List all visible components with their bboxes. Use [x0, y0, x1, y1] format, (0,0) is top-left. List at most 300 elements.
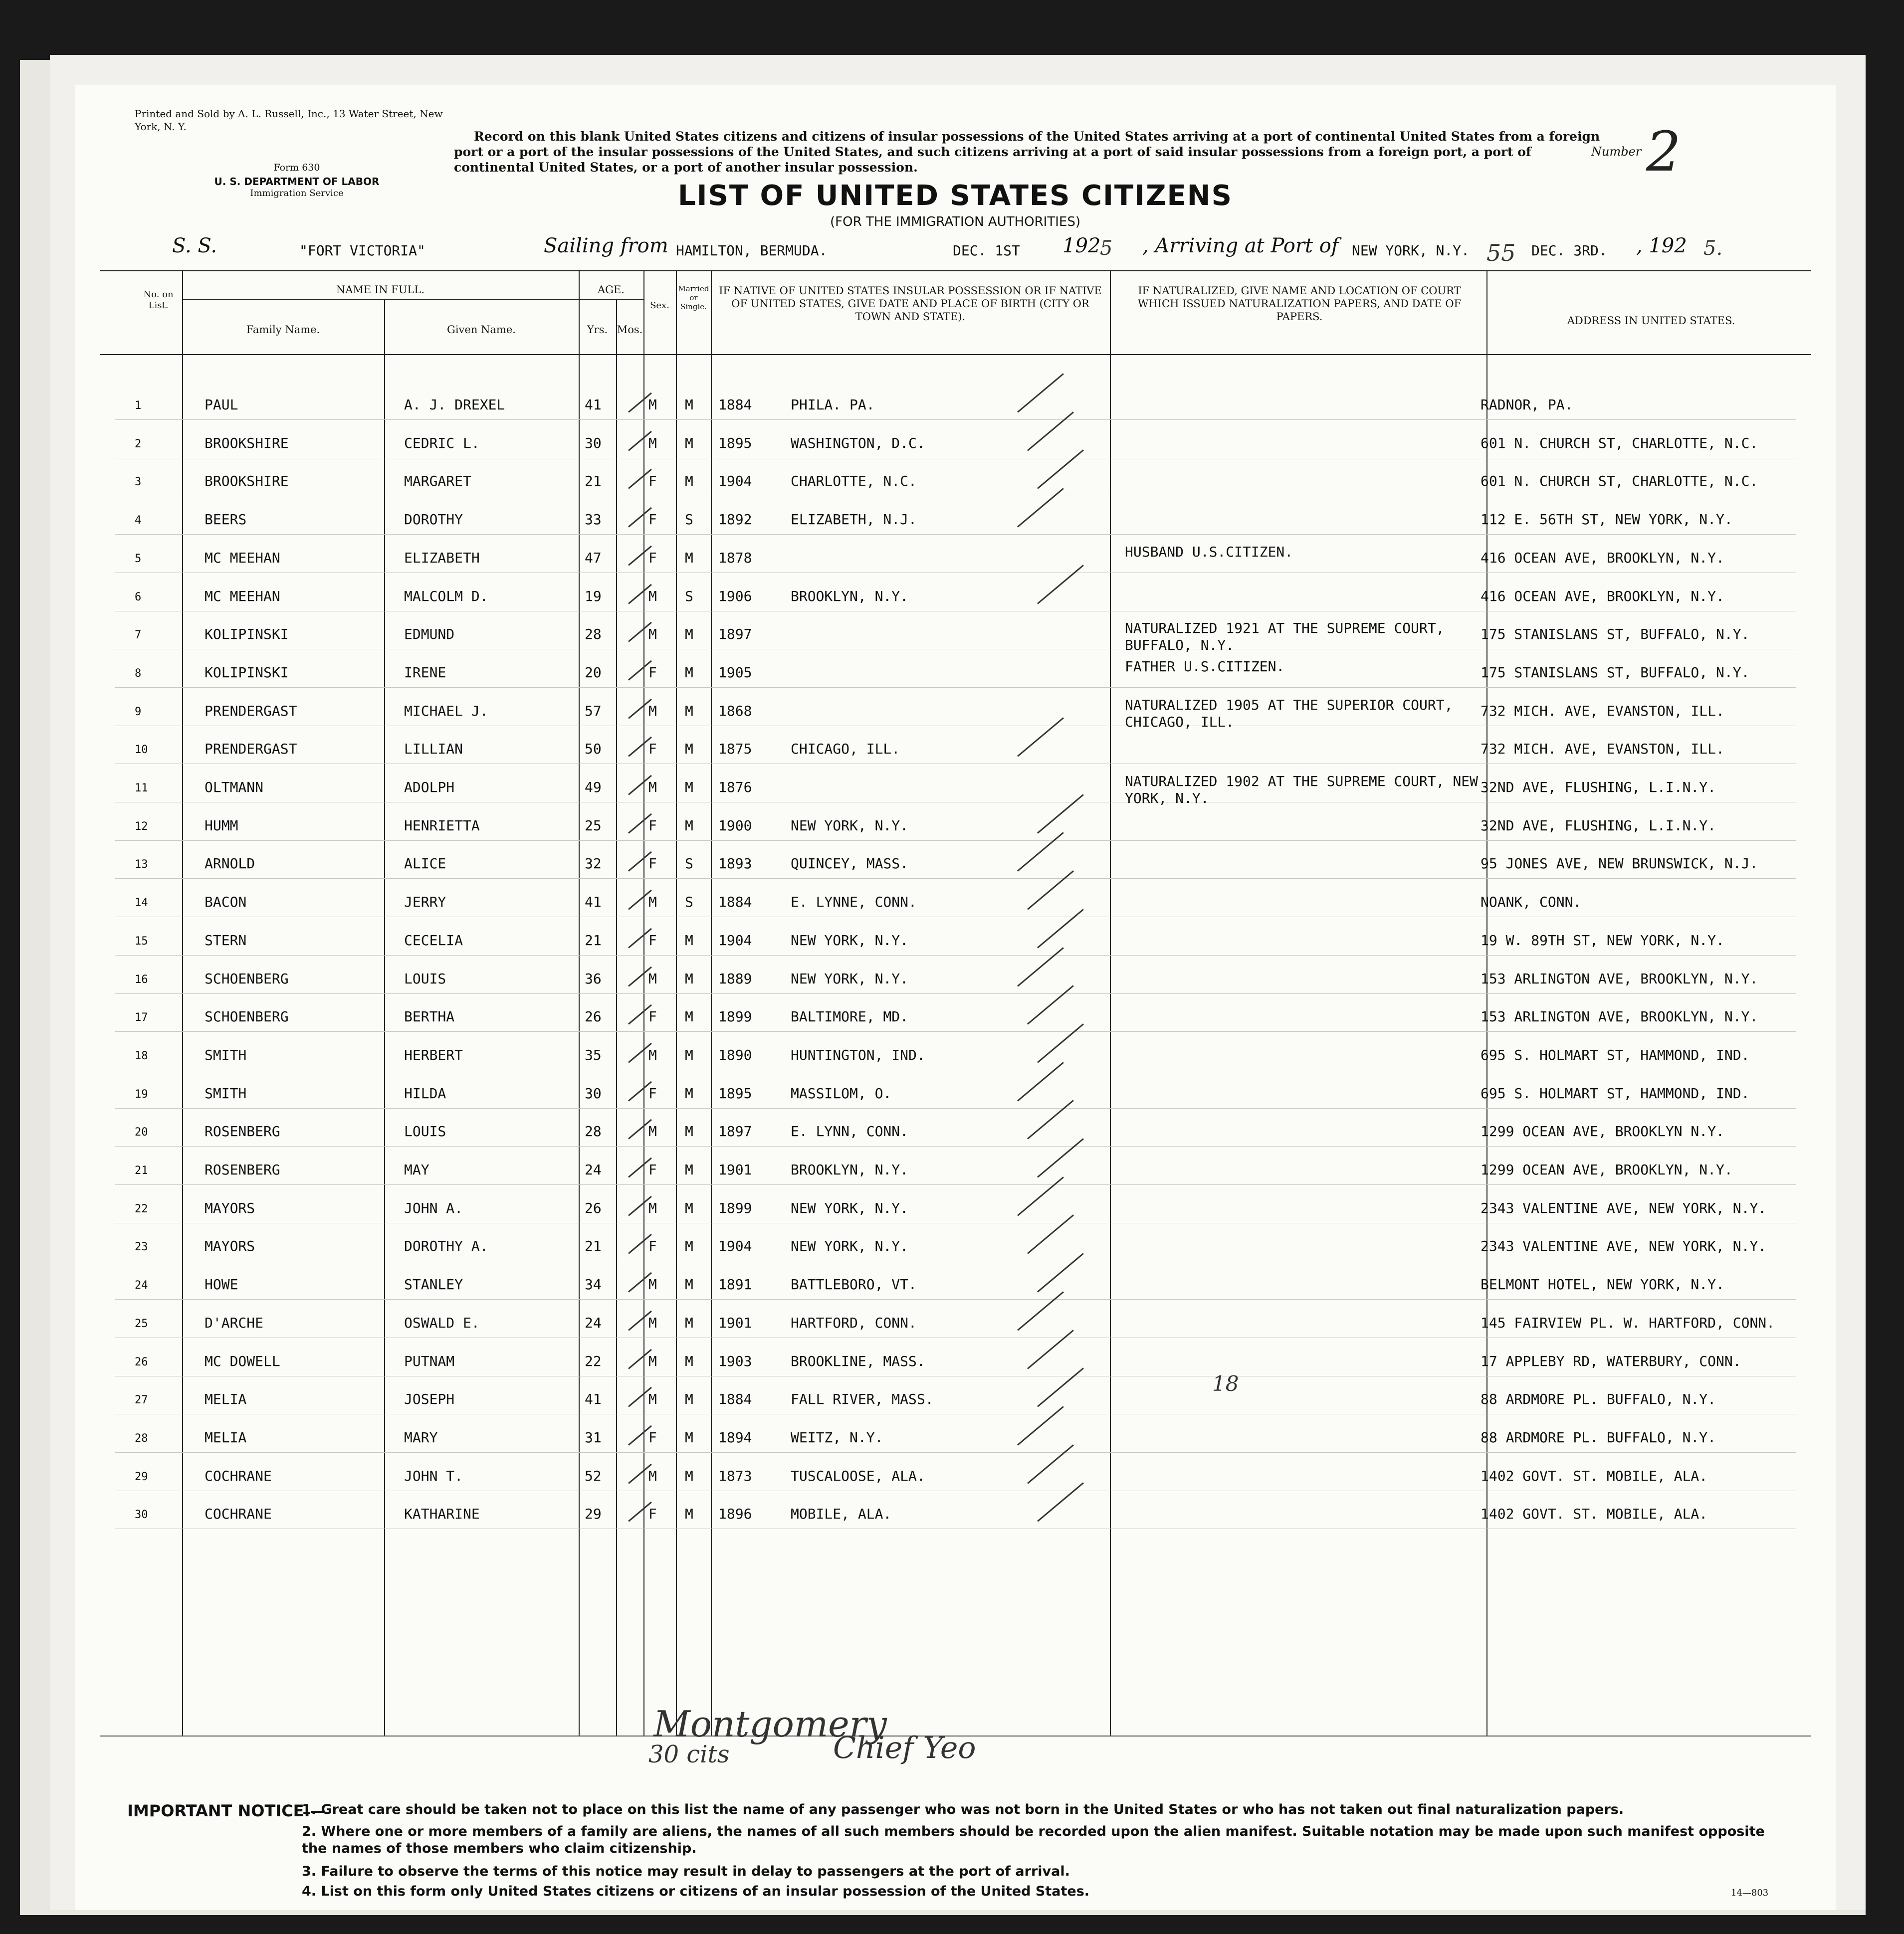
departure-date: DEC. 1ST	[953, 242, 1020, 259]
birth-place: MOBILE, ALA.	[791, 1506, 892, 1522]
age-years: 41	[585, 894, 602, 910]
check-mark	[1037, 794, 1084, 833]
row-number: 23	[135, 1241, 148, 1253]
age-years: 26	[585, 1008, 602, 1025]
row-rule	[115, 419, 1796, 420]
check-mark	[1037, 1023, 1084, 1063]
address: 1402 GOVT. ST. MOBILE, ALA.	[1481, 1506, 1708, 1522]
col-rule	[1110, 270, 1111, 1736]
col-family: Family Name.	[246, 324, 320, 336]
address: 17 APPLEBY RD, WATERBURY, CONN.	[1481, 1353, 1741, 1369]
family-name: COCHRANE	[205, 1506, 272, 1522]
age-years: 30	[585, 1085, 602, 1102]
birth-year: 1904	[718, 932, 752, 949]
check-mark	[1037, 1253, 1084, 1292]
sex: M	[648, 703, 657, 719]
age-years: 41	[585, 1391, 602, 1407]
row-number: 1	[135, 399, 142, 412]
sex: F	[648, 1238, 657, 1254]
address: NOANK, CONN.	[1481, 894, 1582, 910]
row-number: 17	[135, 1011, 148, 1024]
marital-status: M	[685, 703, 693, 719]
naturalization-info: HUSBAND U.S.CITIZEN.	[1125, 544, 1293, 560]
birth-place: E. LYNNE, CONN.	[791, 894, 917, 910]
marital-status: M	[685, 817, 693, 834]
sex: F	[648, 511, 657, 528]
check-mark	[1027, 1444, 1074, 1484]
family-name: COCHRANE	[205, 1468, 272, 1484]
row-number: 2	[135, 438, 142, 450]
col-married: Married or Single.	[678, 284, 709, 311]
sex: M	[648, 1315, 657, 1331]
row-number: 25	[135, 1318, 148, 1330]
family-name: MC MEEHAN	[205, 550, 280, 566]
given-name: STANLEY	[404, 1276, 463, 1293]
family-name: MC MEEHAN	[205, 588, 280, 604]
col-rule	[182, 270, 183, 1736]
family-name: MELIA	[205, 1391, 247, 1407]
family-name: KOLIPINSKI	[205, 626, 289, 642]
row-number: 3	[135, 476, 142, 488]
check-mark	[1017, 832, 1064, 871]
birth-year: 1897	[718, 626, 752, 642]
ss-label: S. S.	[172, 234, 217, 257]
age-years: 47	[585, 550, 602, 566]
row-rule	[115, 840, 1796, 841]
row-rule	[115, 1299, 1796, 1300]
marital-status: M	[685, 550, 693, 566]
row-number: 14	[135, 897, 148, 909]
given-name: MARY	[404, 1429, 438, 1446]
age-years: 30	[585, 435, 602, 451]
age-years: 21	[585, 473, 602, 489]
birth-year: 1884	[718, 1391, 752, 1407]
family-name: BROOKSHIRE	[205, 473, 289, 489]
row-number: 30	[135, 1509, 148, 1521]
given-name: PUTNAM	[404, 1353, 455, 1369]
marital-status: M	[685, 1429, 693, 1446]
address: 2343 VALENTINE AVE, NEW YORK, N.Y.	[1481, 1200, 1767, 1216]
age-years: 25	[585, 817, 602, 834]
marital-status: M	[685, 435, 693, 451]
naturalization-info: NATURALIZED 1905 AT THE SUPERIOR COURT, CHICAGO, ILL.	[1125, 697, 1453, 730]
sex: M	[648, 779, 657, 795]
birth-place: QUINCEY, MASS.	[791, 855, 909, 872]
address: 1299 OCEAN AVE, BROOKLYN, N.Y.	[1481, 1161, 1733, 1178]
departure-year: 192	[1062, 234, 1101, 257]
col-rule	[579, 270, 580, 1736]
marital-status: M	[685, 1123, 693, 1140]
signature-title: Chief Yeo	[833, 1731, 976, 1765]
age-years: 32	[585, 855, 602, 872]
age-years: 31	[585, 1429, 602, 1446]
row-number: 21	[135, 1164, 148, 1177]
given-name: JOHN A.	[404, 1200, 463, 1216]
family-name: SMITH	[205, 1047, 247, 1063]
birth-place: NEW YORK, N.Y.	[791, 1200, 909, 1216]
row-number: 29	[135, 1471, 148, 1483]
marital-status: M	[685, 1238, 693, 1254]
age-years: 20	[585, 664, 602, 681]
address: 1299 OCEAN AVE, BROOKLYN N.Y.	[1481, 1123, 1724, 1140]
address: 416 OCEAN AVE, BROOKLYN, N.Y.	[1481, 588, 1724, 604]
given-name: IRENE	[404, 664, 446, 681]
given-name: LOUIS	[404, 970, 446, 987]
family-name: ROSENBERG	[205, 1161, 280, 1178]
age-years: 21	[585, 1238, 602, 1254]
arrival-year-hw: 5.	[1703, 237, 1723, 260]
row-number: 8	[135, 667, 142, 680]
sex: M	[648, 435, 657, 451]
record-instructions: Record on this blank United States citizens and citizens of insular possessions of the United States arriving at a port of continental United States from a foreign port or a port of the insular possessions of the United States, and such citizens arriving at a port of said insular possessions from a foreign port, a port of continental United States, or a port of another insular possession.	[454, 129, 1600, 175]
printer-line: Printed and Sold by A. L. Russell, Inc., 13 Water Street, New York, N. Y.	[135, 108, 443, 133]
row-number: 19	[135, 1088, 148, 1101]
number-label: Number	[1591, 145, 1642, 159]
given-name: JOSEPH	[404, 1391, 455, 1407]
address: 175 STANISLANS ST, BUFFALO, N.Y.	[1481, 626, 1750, 642]
birth-year: 1893	[718, 855, 752, 872]
age-years: 29	[585, 1506, 602, 1522]
address: RADNOR, PA.	[1481, 396, 1573, 413]
birth-year: 1890	[718, 1047, 752, 1063]
row-rule	[115, 1031, 1796, 1032]
family-name: PRENDERGAST	[205, 703, 297, 719]
notice-item-3: 3. Failure to observe the terms of this notice may result in delay to passengers at the port of arrival.	[302, 1864, 1070, 1879]
given-name: KATHARINE	[404, 1506, 480, 1522]
given-name: DOROTHY	[404, 511, 463, 528]
given-name: CEDRIC L.	[404, 435, 480, 451]
address: 601 N. CHURCH ST, CHARLOTTE, N.C.	[1481, 473, 1758, 489]
count-annotation: 30 cits	[648, 1741, 730, 1768]
address: 2343 VALENTINE AVE, NEW YORK, N.Y.	[1481, 1238, 1767, 1254]
age-years: 33	[585, 511, 602, 528]
age-years: 21	[585, 932, 602, 949]
sex: M	[648, 1353, 657, 1369]
handwritten-18: 18	[1212, 1371, 1239, 1396]
age-years: 52	[585, 1468, 602, 1484]
marital-status: M	[685, 1008, 693, 1025]
marital-status: M	[685, 932, 693, 949]
check-mark	[1017, 1062, 1064, 1101]
manifest-page	[75, 85, 1836, 1910]
age-years: 24	[585, 1315, 602, 1331]
address: 153 ARLINGTON AVE, BROOKLYN, N.Y.	[1481, 970, 1758, 987]
address: 601 N. CHURCH ST, CHARLOTTE, N.C.	[1481, 435, 1758, 451]
check-mark	[1037, 909, 1084, 948]
col-mos: Mos.	[617, 324, 643, 336]
family-name: D'ARCHE	[205, 1315, 264, 1331]
birth-place: TUSCALOOSE, ALA.	[791, 1468, 925, 1484]
birth-year: 1895	[718, 435, 752, 451]
birth-place: BROOKLYN, N.Y.	[791, 1161, 909, 1178]
marital-status: M	[685, 1085, 693, 1102]
sex: M	[648, 1391, 657, 1407]
page-title: LIST OF UNITED STATES CITIZENS	[678, 180, 1233, 212]
family-name: BROOKSHIRE	[205, 435, 289, 451]
given-name: ELIZABETH	[404, 550, 480, 566]
given-name: HENRIETTA	[404, 817, 480, 834]
sex: F	[648, 1506, 657, 1522]
sex: F	[648, 664, 657, 681]
sex: M	[648, 1047, 657, 1063]
check-mark	[1037, 565, 1084, 604]
address: 88 ARDMORE PL. BUFFALO, N.Y.	[1481, 1429, 1716, 1446]
age-years: 22	[585, 1353, 602, 1369]
given-name: HERBERT	[404, 1047, 463, 1063]
signature: Montgomery	[653, 1703, 887, 1745]
sex: F	[648, 1085, 657, 1102]
given-name: OSWALD E.	[404, 1315, 480, 1331]
check-mark	[1037, 1482, 1084, 1522]
given-name: MAY	[404, 1161, 429, 1178]
notice-item-2: 2. Where one or more members of a family are aliens, the names of all such members should be recorded upon the alien manifest. Suitable notation may be made upon such manifest opposite the names of those members who claim citizenship.	[302, 1824, 1765, 1856]
row-rule	[115, 1452, 1796, 1453]
age-years: 24	[585, 1161, 602, 1178]
col-rule	[676, 270, 677, 1736]
sex: F	[648, 741, 657, 757]
sex: M	[648, 588, 657, 604]
marital-status: M	[685, 1353, 693, 1369]
col-address: ADDRESS IN UNITED STATES.	[1567, 315, 1735, 327]
sex: M	[648, 626, 657, 642]
age-years: 19	[585, 588, 602, 604]
family-name: HUMM	[205, 817, 238, 834]
form-number: Form 630	[273, 162, 320, 173]
marital-status: M	[685, 1506, 693, 1522]
row-number: 16	[135, 973, 148, 986]
family-name: MAYORS	[205, 1200, 255, 1216]
number-value: 2	[1646, 120, 1681, 184]
col-given: Given Name.	[447, 324, 516, 336]
notice-item-1: 1. Great care should be taken not to place on this list the name of any passenger who was not born in the United States or who has not taken out final naturalization papers.	[302, 1802, 1624, 1817]
address: 1402 GOVT. ST. MOBILE, ALA.	[1481, 1468, 1708, 1484]
check-mark	[1027, 1214, 1074, 1254]
footer-code: 14—803	[1731, 1888, 1769, 1898]
check-mark	[1017, 947, 1064, 986]
age-years: 57	[585, 703, 602, 719]
given-name: LOUIS	[404, 1123, 446, 1140]
row-number: 5	[135, 553, 142, 565]
birth-place: BALTIMORE, MD.	[791, 1008, 909, 1025]
col-rule	[711, 270, 712, 1736]
age-years: 28	[585, 626, 602, 642]
row-rule	[115, 878, 1796, 879]
given-name: JERRY	[404, 894, 446, 910]
birth-place: NEW YORK, N.Y.	[791, 932, 909, 949]
address: 32ND AVE, FLUSHING, L.I.N.Y.	[1481, 779, 1716, 795]
family-name: SCHOENBERG	[205, 1008, 289, 1025]
birth-year: 1904	[718, 1238, 752, 1254]
sex: M	[648, 396, 657, 413]
marital-status: M	[685, 779, 693, 795]
naturalization-info: NATURALIZED 1921 AT THE SUPREME COURT, BUFFALO, N.Y.	[1125, 620, 1445, 653]
birth-year: 1873	[718, 1468, 752, 1484]
birth-year: 1889	[718, 970, 752, 987]
address: 19 W. 89TH ST, NEW YORK, N.Y.	[1481, 932, 1724, 949]
sex: M	[648, 1123, 657, 1140]
address: 695 S. HOLMART ST, HAMMOND, IND.	[1481, 1085, 1750, 1102]
birth-year: 1904	[718, 473, 752, 489]
row-number: 11	[135, 782, 148, 794]
check-mark	[1037, 1367, 1084, 1407]
row-number: 6	[135, 591, 142, 603]
row-number: 24	[135, 1279, 148, 1292]
family-name: KOLIPINSKI	[205, 664, 289, 681]
birth-year: 1876	[718, 779, 752, 795]
department: U. S. DEPARTMENT OF LABOR	[214, 176, 380, 188]
age-years: 28	[585, 1123, 602, 1140]
col-rule	[384, 299, 385, 1736]
ship-name: "FORT VICTORIA"	[299, 242, 425, 259]
row-number: 18	[135, 1050, 148, 1062]
check-mark	[1027, 411, 1074, 451]
row-number: 20	[135, 1126, 148, 1139]
table-top-rule	[100, 270, 1811, 271]
birth-place: CHICAGO, ILL.	[791, 741, 900, 757]
col-age: AGE.	[598, 284, 625, 296]
check-mark	[1017, 1291, 1064, 1331]
birth-year: 1899	[718, 1008, 752, 1025]
sailing-label: Sailing from	[544, 234, 668, 257]
age-years: 49	[585, 779, 602, 795]
row-number: 4	[135, 514, 142, 527]
marital-status: S	[685, 894, 693, 910]
check-mark	[1037, 1138, 1084, 1177]
row-rule	[115, 993, 1796, 994]
row-number: 28	[135, 1432, 148, 1445]
age-years: 41	[585, 396, 602, 413]
family-name: ROSENBERG	[205, 1123, 280, 1140]
sex: F	[648, 855, 657, 872]
family-name: SMITH	[205, 1085, 247, 1102]
age-years: 35	[585, 1047, 602, 1063]
col-no: No. on List.	[143, 289, 174, 311]
address: 88 ARDMORE PL. BUFFALO, N.Y.	[1481, 1391, 1716, 1407]
row-rule	[115, 1146, 1796, 1147]
col-name-in-full: NAME IN FULL.	[336, 284, 425, 296]
marital-status: M	[685, 1161, 693, 1178]
marital-status: M	[685, 1391, 693, 1407]
col-rule	[616, 299, 617, 1736]
address: 153 ARLINGTON AVE, BROOKLYN, N.Y.	[1481, 1008, 1758, 1025]
marital-status: S	[685, 588, 693, 604]
family-name: BEERS	[205, 511, 247, 528]
check-mark	[1017, 717, 1064, 757]
given-name: CECELIA	[404, 932, 463, 949]
sex: M	[648, 1468, 657, 1484]
birth-year: 1878	[718, 550, 752, 566]
row-rule	[115, 534, 1796, 535]
given-name: MALCOLM D.	[404, 588, 488, 604]
birth-year: 1884	[718, 894, 752, 910]
address: 95 JONES AVE, NEW BRUNSWICK, N.J.	[1481, 855, 1758, 872]
birth-place: NEW YORK, N.Y.	[791, 817, 909, 834]
marital-status: M	[685, 1047, 693, 1063]
birth-year: 1891	[718, 1276, 752, 1293]
birth-place: FALL RIVER, MASS.	[791, 1391, 934, 1407]
birth-year: 1901	[718, 1161, 752, 1178]
birth-year: 1905	[718, 664, 752, 681]
row-number: 13	[135, 858, 148, 871]
age-years: 50	[585, 741, 602, 757]
address: 732 MICH. AVE, EVANSTON, ILL.	[1481, 741, 1724, 757]
birth-year: 1906	[718, 588, 752, 604]
marital-status: M	[685, 1468, 693, 1484]
birth-year: 1899	[718, 1200, 752, 1216]
notice-title: IMPORTANT NOTICE.—	[127, 1801, 326, 1820]
check-mark	[1027, 870, 1074, 910]
birth-year: 1875	[718, 741, 752, 757]
age-years: 26	[585, 1200, 602, 1216]
family-name: OLTMANN	[205, 779, 264, 795]
given-name: MARGARET	[404, 473, 471, 489]
check-mark	[1027, 1100, 1074, 1139]
given-name: A. J. DREXEL	[404, 396, 505, 413]
row-rule	[115, 1184, 1796, 1185]
birth-year: 1900	[718, 817, 752, 834]
arrival-year: , 192	[1636, 234, 1687, 257]
row-number: 10	[135, 744, 148, 756]
row-rule	[115, 687, 1796, 688]
sex: F	[648, 1161, 657, 1178]
given-name: JOHN T.	[404, 1468, 463, 1484]
family-name: PRENDERGAST	[205, 741, 297, 757]
check-mark	[1017, 488, 1064, 527]
address: 175 STANISLANS ST, BUFFALO, N.Y.	[1481, 664, 1750, 681]
family-name: BACON	[205, 894, 247, 910]
age-years: 36	[585, 970, 602, 987]
row-number: 27	[135, 1394, 148, 1406]
birth-place: ELIZABETH, N.J.	[791, 511, 917, 528]
birth-place: WASHINGTON, D.C.	[791, 435, 925, 451]
address: 112 E. 56TH ST, NEW YORK, N.Y.	[1481, 511, 1733, 528]
birth-year: 1897	[718, 1123, 752, 1140]
col-naturalized: IF NATURALIZED, GIVE NAME AND LOCATION OF COURT WHICH ISSUED NATURALIZATION PAPERS, AND DATE OF PAPERS.	[1137, 285, 1462, 323]
sex: M	[648, 1200, 657, 1216]
check-mark	[1017, 1176, 1064, 1216]
notice-item-4: 4. List on this form only United States citizens or citizens of an insular possession of the United States.	[302, 1884, 1090, 1899]
birth-year: 1896	[718, 1506, 752, 1522]
birth-place: HARTFORD, CONN.	[791, 1315, 917, 1331]
given-name: MICHAEL J.	[404, 703, 488, 719]
sex: M	[648, 970, 657, 987]
sex: F	[648, 473, 657, 489]
departure-year-hw: 5	[1100, 237, 1113, 260]
check-mark	[1017, 373, 1064, 412]
header-bottom-rule	[100, 354, 1811, 355]
address: 32ND AVE, FLUSHING, L.I.N.Y.	[1481, 817, 1716, 834]
check-mark	[1017, 1406, 1064, 1445]
subhead-rule	[182, 299, 643, 300]
given-name: ADOLPH	[404, 779, 455, 795]
marital-status: M	[685, 396, 693, 413]
age-years: 34	[585, 1276, 602, 1293]
service: Immigration Service	[250, 188, 344, 198]
birth-place: BROOKLYN, N.Y.	[791, 588, 909, 604]
family-name: MC DOWELL	[205, 1353, 280, 1369]
family-name: SCHOENBERG	[205, 970, 289, 987]
sex: F	[648, 817, 657, 834]
birth-year: 1884	[718, 396, 752, 413]
family-name: MELIA	[205, 1429, 247, 1446]
sex: F	[648, 550, 657, 566]
birth-place: HUNTINGTON, IND.	[791, 1047, 925, 1063]
check-mark	[1037, 449, 1084, 489]
given-name: ALICE	[404, 855, 446, 872]
birth-place: CHARLOTTE, N.C.	[791, 473, 917, 489]
check-mark	[1027, 1330, 1074, 1369]
naturalization-info: NATURALIZED 1902 AT THE SUPREME COURT, NEW YORK, N.Y.	[1125, 773, 1479, 806]
